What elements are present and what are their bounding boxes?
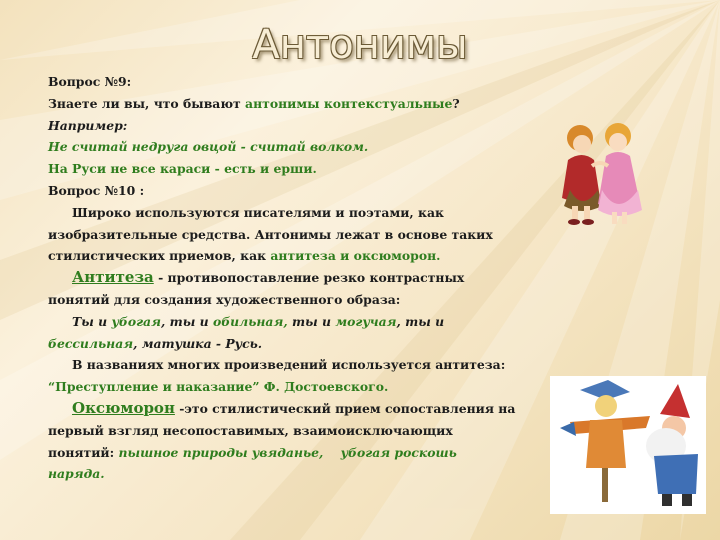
- quote-part: Ты и: [72, 313, 112, 329]
- girl-right-figure: [598, 123, 642, 224]
- quote-antonym: убогая: [111, 313, 161, 329]
- girl-left-figure: [562, 125, 602, 225]
- titles-line-1: В названиях многих произведений используется антитеза:: [72, 357, 506, 373]
- quote-antonym: бессильная: [48, 335, 134, 351]
- antithesis-definition-1: [48, 267, 478, 289]
- oxymoron-definition-2: первый взгляд несопоставимых, взаимоисключающих: [48, 422, 453, 438]
- antithesis-term: Антитеза: [72, 268, 154, 287]
- scarecrow-gnome-illustration: [550, 376, 706, 514]
- antithesis-def-text: - противопоставление резко контрастных: [153, 270, 465, 286]
- question-10-label: Вопрос №10 :: [48, 182, 145, 198]
- quote-antonym: обильная,: [212, 313, 288, 329]
- intro-line: [48, 93, 478, 115]
- oxymoron-example-2: убогая роскошь: [340, 444, 457, 460]
- example-proverb-2: На Руси не все караси - есть и ерши.: [48, 161, 317, 177]
- example-proverb-1: Не считай недруга овцой - считай волком.: [48, 139, 369, 155]
- antithesis-definition-2: понятий для создания художественного образа:: [48, 291, 401, 307]
- usage-line-2: изобразительные средства. Антонимы лежат в основе таких: [48, 226, 493, 242]
- oxymoron-def-text: понятий:: [48, 444, 119, 460]
- slide-title: Антонимы: [252, 22, 468, 68]
- quote-antonym: могучая: [335, 313, 397, 329]
- question-9-label: Вопрос №9:: [48, 74, 132, 89]
- example-label: Например:: [48, 117, 128, 133]
- antithesis-quote-line-1: [48, 311, 478, 333]
- quote-part: ты и: [287, 313, 336, 329]
- dancing-girls-illustration: [548, 120, 648, 230]
- contextual-antonyms-term: антонимы контекстуальные: [245, 95, 453, 111]
- slide-body: [48, 71, 516, 485]
- quote-part: , ты и: [160, 313, 213, 329]
- oxymoron-example-3: наряда.: [48, 466, 105, 482]
- oxymoron-definition-1: [48, 398, 516, 420]
- oxymoron-term: Оксюморон: [72, 398, 175, 417]
- titles-line-2: “Преступление и наказание” Ф. Достоевского.: [48, 379, 389, 395]
- oxymoron-def-text: -это стилистический прием сопоставления на: [174, 400, 516, 416]
- antithesis-quote-line-2: [48, 333, 478, 355]
- quote-part: , матушка - Русь.: [133, 335, 263, 351]
- usage-line-3: [48, 245, 478, 267]
- oxymoron-definition-3: [48, 442, 478, 464]
- usage-line-1: Широко используются писателями и поэтами, как: [72, 204, 444, 220]
- intro-text: Знаете ли вы, что бывают: [48, 95, 246, 111]
- oxymoron-example-1: пышное природы увяданье,: [118, 444, 324, 460]
- quote-part: , ты и: [396, 313, 445, 329]
- devices-term: антитеза и оксюморон.: [270, 248, 441, 264]
- usage-line-3-text: стилистических приемов, как: [48, 248, 271, 264]
- intro-question-mark: ?: [452, 95, 460, 111]
